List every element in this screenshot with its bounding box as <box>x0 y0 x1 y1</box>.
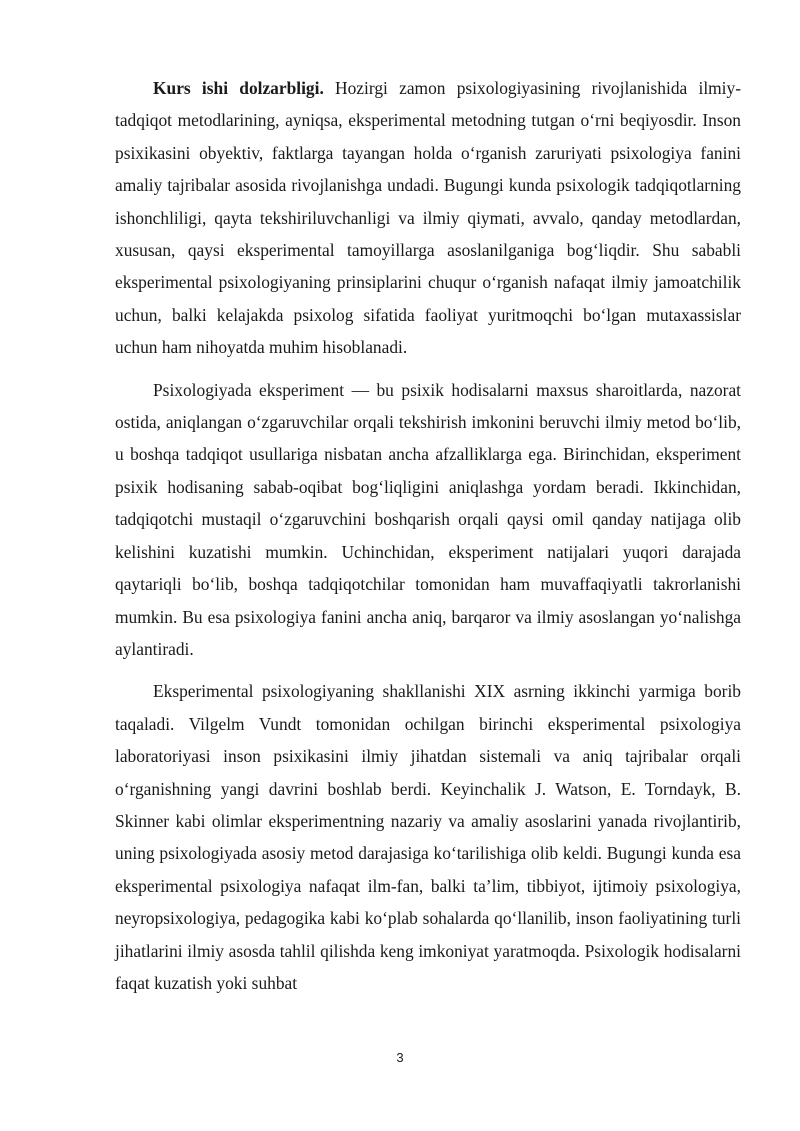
paragraph-text: Hozirgi zamon psixologiyasining rivojlanishida ilmiy-tadqiqot metodlarining, ayniqsa, eksperimental metodning tutgan oʻrni beqiyosdir. Inson psixikasini obyektiv, faktlarga tayangan holda oʻrganish zaruriyati psixologiya fanini amaliy tajribalar asosida rivojlanishga undadi. Bugungi kunda psixologik tadqiqotlarning ishonchliligi, qayta tekshiriluvchanligi va ilmiy qiymati, avvalo, qanday metodlardan, xususan, qaysi eksperimental tamoyillarga asoslanilganiga bogʻliqdir. Shu sababli eksperimental psixologiyaning prinsiplarini chuqur oʻrganish nafaqat ilmiy jamoatchilik uchun, balki kelajakda psixolog sifatida faoliyat yuritmoqchi boʻlgan mutaxassislar uchun ham nihoyatda muhim hisoblanadi. <box>115 78 741 358</box>
paragraph-lead-heading: Kurs ishi dolzarbligi. <box>153 78 324 98</box>
paragraph-text: Psixologiyada eksperiment — bu psixik hodisalarni maxsus sharoitlarda, nazorat ostida, aniqlangan oʻzgaruvchilar orqali tekshirish imkonini beruvchi ilmiy metod boʻlib, u boshqa tadqiqot usullariga nisbatan ancha afzalliklarga ega. Birinchidan, eksperiment psixik hodisaning sabab-oqibat bogʻliqligini aniqlashga yordam beradi. Ikkinchidan, tadqiqotchi mustaqil oʻzgaruvchini boshqarish orqali qaysi omil qanday natijaga olib kelishini kuzatishi mumkin. Uchinchidan, eksperiment natijalari yuqori darajada qaytariqli boʻlib, boshqa tadqiqotchilar tomonidan ham muvaffaqiyatli takrorlanishi mumkin. Bu esa psixologiya fanini ancha aniq, barqaror va ilmiy asoslangan yoʻnalishga aylantiradi. <box>115 379 741 659</box>
paragraph-history <box>115 675 741 999</box>
paragraph-text: Eksperimental psixologiyaning shakllanishi XIX asrning ikkinchi yarmiga borib taqaladi. Vilgelm Vundt tomonidan ochilgan birinchi eksperimental psixologiya laboratoriyasi inson psixikasini ilmiy jihatdan sistemali va aniq tajribalar orqali oʻrganishning yangi davrini boshlab berdi. Keyinchalik J. Watson, E. Torndayk, B. Skinner kabi olimlar eksperimentning nazariy va amaliy asoslarini yanada rivojlantirib, uning psixologiyada asosiy metod darajasiga koʻtarilishiga olib keldi. Bugungi kunda esa eksperimental psixologiya nafaqat ilm-fan, balki taʼlim, tibbiyot, ijtimoiy psixologiya, neyropsixologiya, pedagogika kabi koʻplab sohalarda qoʻllanilib, inson faoliyatining turli jihatlarini ilmiy asosda tahlil qilishda keng imkoniyat yaratmoqda. Psixologik hodisalarni faqat kuzatish yoki suhbat <box>115 681 741 993</box>
paragraph-relevance <box>115 72 741 364</box>
paragraph-experiment-definition <box>115 374 741 666</box>
page-body <box>115 72 741 1009</box>
page-number: 3 <box>396 1050 404 1065</box>
